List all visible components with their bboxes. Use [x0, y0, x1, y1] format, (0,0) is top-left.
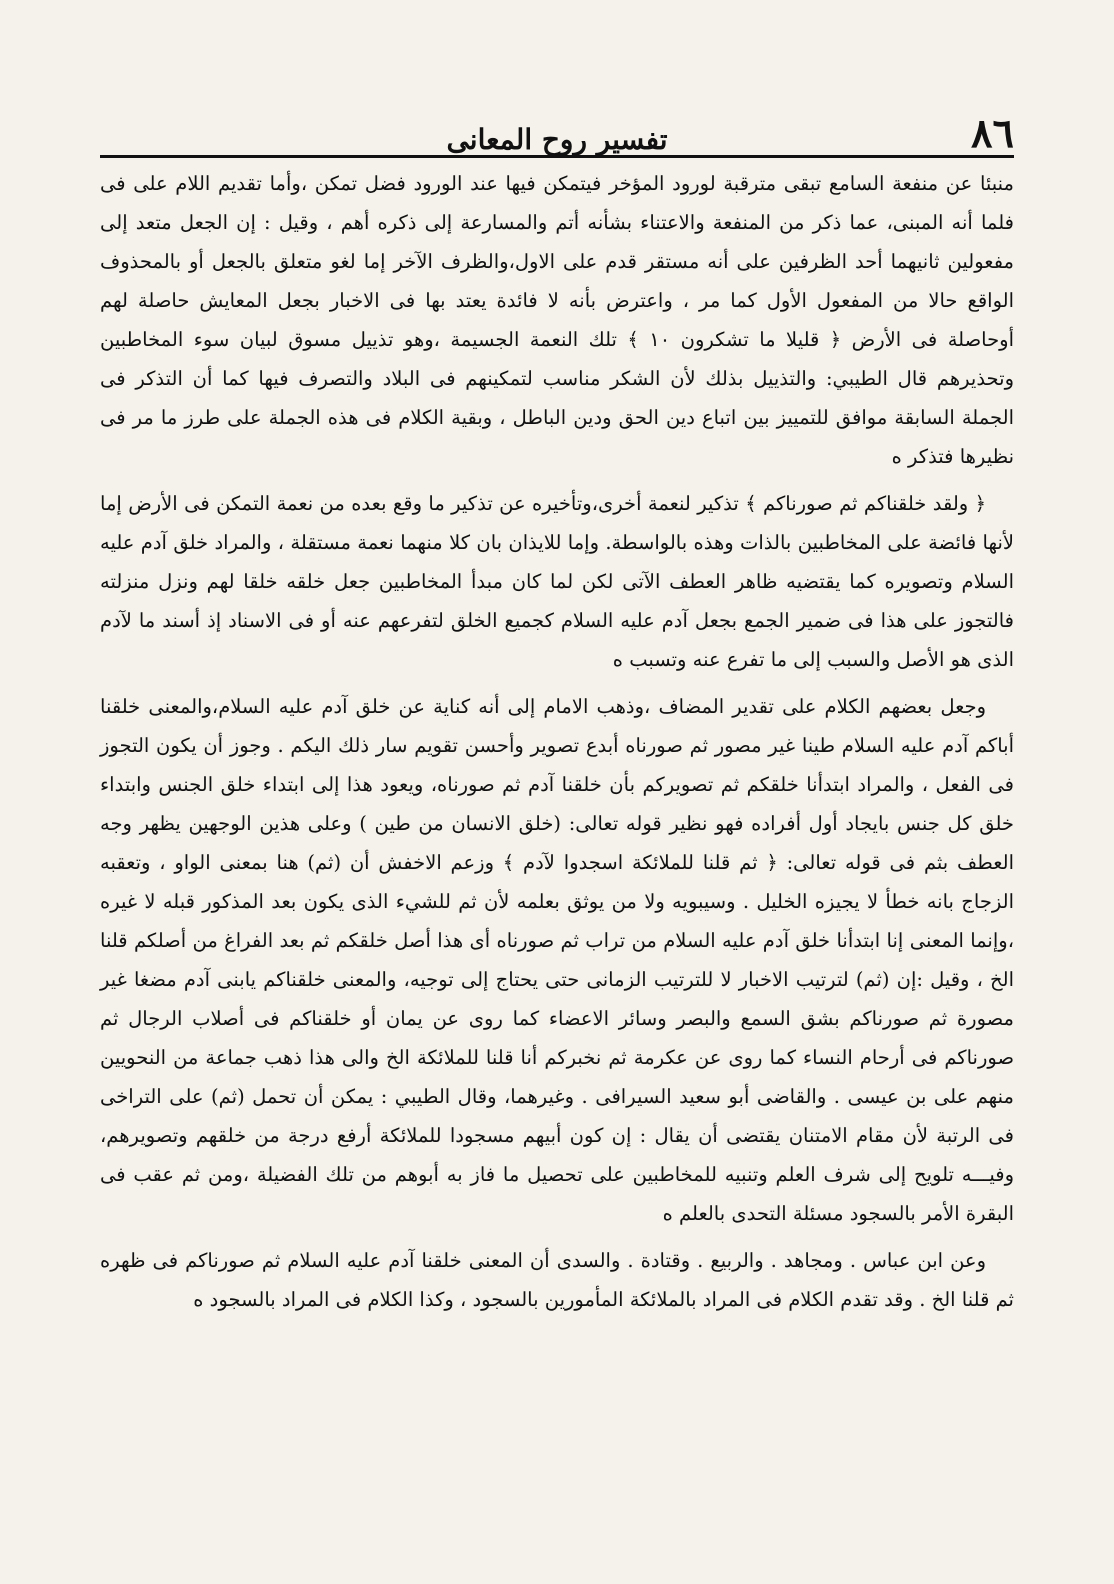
paragraph-interpretations: وجعل بعضهم الكلام على تقدير المضاف ،وذهب الامام إلى أنه كناية عن خلق آدم عليه السلام،والمعنى خلقنا أباكم آدم عليه السلام طينا غير مصور ثم صورناه أبدع تصوير وأحسن تقويم سار ذلك اليكم . وجوز أن يكون التجوز فى الفعل ، والمراد ابتدأنا خلقكم ثم تصويركم بأن خلقنا آدم ثم صورناه، ويعود هذا إلى ابتداء خلق الجنس وابتداء خلق كل جنس بايجاد أول أفراده فهو نظير قوله تعالى: (خلق الانسان من طين ) وعلى هذين الوجهين يظهر وجه العطف بثم فى قوله تعالى: ﴿ ثم قلنا للملائكة اسجدوا لآدم ﴾ وزعم الاخفش أن (ثم) هنا بمعنى الواو ، وتعقبه الزجاج بانه خطأ لا يجيزه الخليل . وسيبويه ولا من يوثق بعلمه لأن ثم للشيء الذى يكون بعد المذكور قبله لا غيره ،وإنما المعنى إنا ابتدأنا خلق آدم عليه السلام من تراب ثم صورناه أى هذا أصل خلقكم ثم بعد الفراغ من أصلكم قلنا الخ ، وقيل :إن (ثم) لترتيب الاخبار لا للترتيب الزمانى حتى يحتاج إلى توجيه، والمعنى خلقناكم يابنى آدم مضغا غير مصورة ثم صورناكم بشق السمع والبصر وسائر الاعضاء كما روى عن يمان أو خلقناكم فى أصلاب الرجال ثم صورناكم فى أرحام النساء كما روى عن عكرمة ثم نخبركم أنا قلنا للملائكة الخ والى هذا ذهب جماعة من النحويين منهم على بن عيسى . والقاضى أبو سعيد السيرافى . وغيرهما، وقال الطيبي : يمكن أن تحمل (ثم) على التراخى فى الرتبة لأن مقام الامتنان يقتضى أن يقال : إن كون أبيهم مسجودا للملائكة أرفع درجة من خلقهم وتصويرهم، وفيـــه تلويح إلى شرف العلم وتنبيه للمخاطبين على تحصيل ما فاز به أبوهم من تلك الفضيلة ،ومن ثم عقب فى البقرة الأمر بالسجود مسئلة التحدى بالعلم ه: [100, 695, 1014, 1225]
paragraph-ibn-abbas: وعن ابن عباس . ومجاهد . والربيع . وقتادة . والسدى أن المعنى خلقنا آدم عليه السلام ثم صورناكم فى ظهره ثم قلنا الخ . وقد تقدم الكلام فى المراد بالملائكة المأمورين بالسجود ، وكذا الكلام فى المراد بالسجود ه: [100, 1249, 1014, 1311]
paragraph-continuation: منبئا عن منفعة السامع تبقى مترقبة لورود المؤخر فيتمكن فيها عند الورود فضل تمكن ،وأما تقديم اللام على فى فلما أنه المبنى، عما ذكر من المنفعة والاعتناء بشأنه أتم والمسارعة إلى ذكره أهم ، وقيل : إن الجعل متعد إلى مفعولين ثانيهما أحد الظرفين على أنه مستقر قدم على الاول،والظرف الآخر إما لغو متعلق بالجعل أو بالمحذوف الواقع حالا من المفعول الأول كما مر ، واعترض بأنه لا فائدة يعتد بها فى الاخبار بجعل المعايش حاصلة لهم أوحاصلة فى الأرض ﴿ قليلا ما تشكرون ١٠ ﴾ تلك النعمة الجسيمة ،وهو تذييل مسوق لبيان سوء المخاطبين وتحذيرهم قال الطيبي: والتذييل بذلك لأن الشكر مناسب لتمكينهم فى البلاد والتصرف فيها كما أن التذكر فى الجملة السابقة موافق للتمييز بين اتباع دين الحق ودين الباطل ، وبقية الكلام فى هذه الجملة على طرز ما مر فى نظيرها فتذكر ه: [100, 172, 1014, 468]
running-title: تفسير روح المعانى: [446, 123, 668, 156]
header-rule: [100, 155, 1014, 158]
page-number: ٨٦: [971, 110, 1014, 157]
commentary-body: [100, 164, 1014, 1319]
page-header: [100, 100, 1014, 158]
paragraph-verse-commentary: ﴿ ولقد خلقناكم ثم صورناكم ﴾ تذكير لنعمة أخرى،وتأخيره عن تذكير ما وقع بعده من نعمة التمكن فى الأرض إما لأنها فائضة على المخاطبين بالذات وهذه بالواسطة. وإما للايذان بان كلا منهما نعمة مستقلة ، والمراد خلق آدم عليه السلام وتصويره كما يقتضيه ظاهر العطف الآتى لكن لما كان مبدأ المخاطبين جعل خلقه خلقا لهم ونزل منزلته فالتجوز على هذا فى ضمير الجمع بجعل آدم عليه السلام كجميع الخلق لتفرعهم عنه أو فى الاسناد إذ أسند ما لآدم الذى هو الأصل والسبب إلى ما تفرع عنه وتسبب ه: [100, 492, 1014, 671]
